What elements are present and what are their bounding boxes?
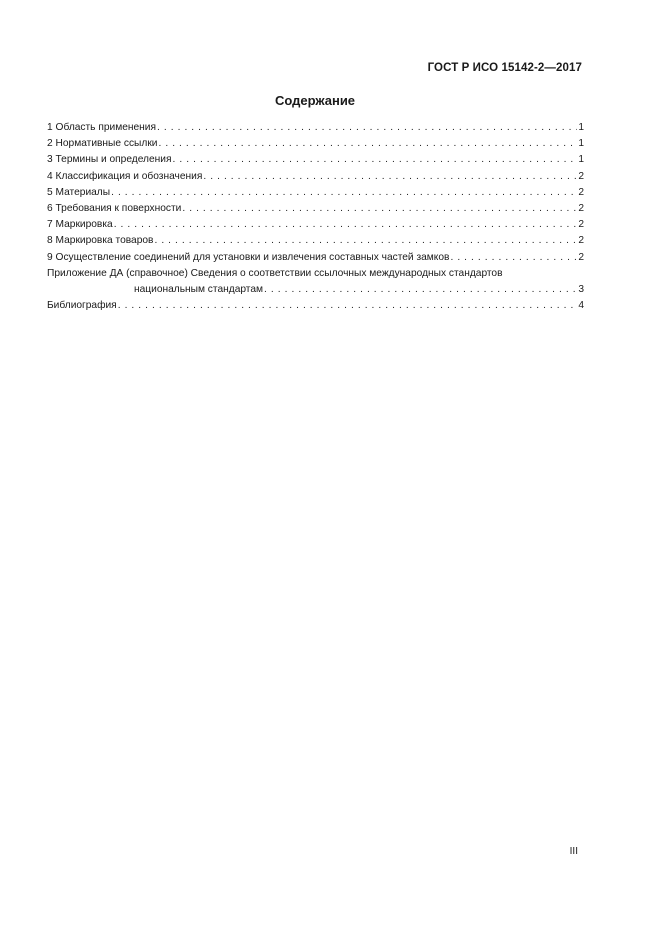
toc-entry-number: 5 [47,186,53,198]
toc-entry-text: Осуществление соединений для установки и извлечения составных частей замков [55,251,450,263]
toc-entry[interactable] [47,250,584,266]
toc-entry-page: 3 [578,284,584,296]
toc-entry[interactable] [47,217,584,233]
toc-entry-text: Библиография [47,300,117,312]
toc-entry-text: Область применения [55,122,156,133]
leader-dots [203,169,577,185]
toc-entry-number: 7 [47,219,53,231]
toc-entry-number: 9 [47,251,53,263]
leader-dots [158,136,577,152]
leader-dots [114,217,578,233]
toc-entry-page: 2 [578,219,584,231]
leader-dots [450,250,577,266]
toc-entry[interactable] [47,201,584,217]
page-number: III [569,846,578,857]
table-of-contents [47,120,584,314]
toc-entry-text: Маркировка [55,219,113,231]
leader-dots [111,185,577,201]
toc-title: Содержание [274,93,356,108]
toc-entry-text: Маркировка товаров [55,235,154,247]
document-code: ГОСТ Р ИСО 15142-2—2017 [427,62,582,74]
toc-entry-page: 1 [578,154,584,166]
toc-entry-text: Требования к поверхности [55,203,182,215]
leader-dots [118,298,578,314]
toc-entry-page: 2 [578,186,584,198]
toc-entry-number: 1 [47,122,53,133]
leader-dots [154,233,577,249]
toc-entry-page: 1 [578,138,584,150]
toc-appendix-entry[interactable] [47,266,584,298]
toc-entry[interactable] [47,152,584,168]
toc-entry[interactable] [47,169,584,185]
toc-entry-page: 1 [578,122,584,133]
toc-entry-page: 2 [578,251,584,263]
toc-entry-page: 4 [578,300,584,312]
toc-entry-number: 8 [47,235,53,247]
toc-entry[interactable] [47,136,584,152]
toc-entry-text: Классификация и обозначения [55,170,203,182]
toc-entry-page: 2 [578,170,584,182]
toc-entry[interactable] [47,185,584,201]
leader-dots [173,152,578,168]
leader-dots [157,120,577,136]
toc-entry-page: 2 [578,235,584,247]
toc-entry-text: Нормативные ссылки [55,138,158,150]
toc-bibliography-entry[interactable] [47,298,584,314]
toc-entry-number: 6 [47,203,53,215]
toc-entry-page: 2 [578,203,584,215]
toc-entry-text: Материалы [55,186,111,198]
toc-entry-text: Термины и определения [55,154,172,166]
toc-entry-number: 3 [47,154,53,166]
leader-dots [182,201,577,217]
toc-entry[interactable] [47,120,584,136]
leader-dots [264,282,577,298]
toc-entry-number: 4 [47,170,53,182]
toc-entry[interactable] [47,233,584,249]
toc-appendix-continuation: национальным стандартам [134,284,264,296]
toc-appendix-title: Приложение ДА (справочное) Сведения о соответствии ссылочных международных стандартов [47,267,503,279]
toc-entry-number: 2 [47,138,53,150]
